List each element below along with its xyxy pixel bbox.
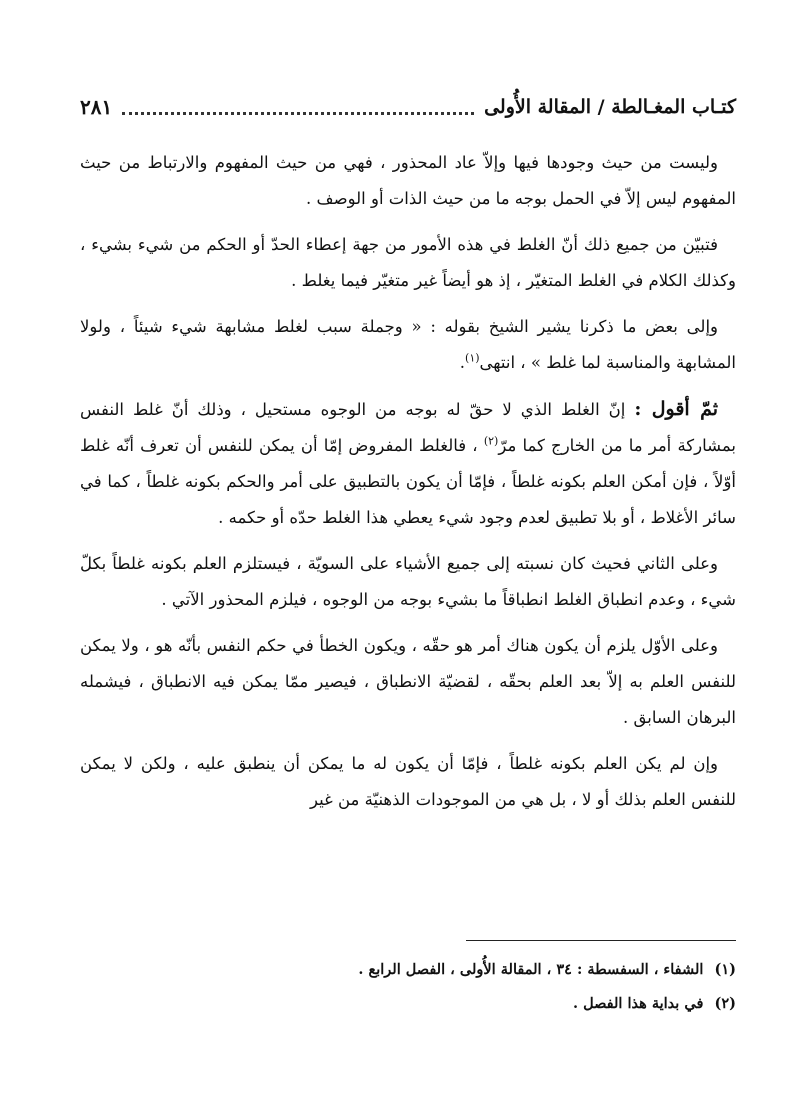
running-header: [80, 92, 736, 122]
paragraph-1: [80, 145, 736, 217]
page-number: ٢٨١: [80, 95, 113, 119]
paragraph-5: [80, 546, 736, 618]
footnote-1: [80, 958, 736, 982]
paragraph-lead: ثمّ أقول :: [634, 398, 718, 420]
paragraph-tail: .: [459, 353, 466, 372]
footnote-number: (٢): [714, 995, 736, 1012]
paragraph-text: وإلى بعض ما ذكرنا يشير الشيخ بقوله : « وجملة سبب لغلط مشابهة شيء شيئاً ، ولولا المشابهة والمناسبة لما غلط » ، انتهى: [80, 317, 736, 372]
footnote-ref: (٢): [483, 434, 499, 448]
footnote-ref: (١): [465, 351, 480, 365]
header-title: كتـاب المغـالطة / المقالة الأُولى: [484, 96, 736, 118]
paragraph-7: [80, 746, 736, 818]
footnote-text: الشفاء ، السفسطة : ٣٤ ، المقالة الأُولى ، الفصل الرابع .: [358, 961, 704, 978]
paragraph-6: [80, 628, 736, 736]
paragraph-text: وإن لم يكن العلم بكونه غلطاً ، فإمّا أن يكون له ما يمكن أن ينطبق عليه ، ولكن لا يمكن للنفس العلم بذلك أو لا ، بل هي من الموجودات الذهنيّة من غير: [80, 754, 736, 809]
footnotes: [80, 958, 736, 1026]
footnote-2: [80, 992, 736, 1016]
paragraph-text: وليست من حيث وجودها فيها وإلاّ عاد المحذور ، فهي من حيث المفهوم والارتباط من حيث المفهوم ليس إلاّ في الحمل بوجه ما من حيث الذات أو الوصف .: [80, 153, 736, 208]
paragraph-tail: ، فالغلط المفروض إمّا أن يمكن للنفس أن تعرف أنّه غلط أوّلاً ، فإن أمكن العلم بكونه غلطاً ، فإمّا أن يكون بالتطبيق على أمر والحكم بكونه غلطاً ، كما في سائر الأغلاط ، أو بلا تطبيق لعدم وجود شيء يعطي هذا الغلط حدّه أو حكمه .: [80, 436, 736, 527]
footnote-number: (١): [714, 961, 736, 978]
paragraph-text: إنّ الغلط الذي لا حقّ له بوجه من الوجوه مستحيل ، وذلك أنّ غلط النفس بمشاركة أمر ما من الخارج كما مرّ: [80, 400, 736, 455]
paragraph-3: [80, 309, 736, 381]
body-text: [80, 145, 736, 828]
paragraph-2: [80, 227, 736, 299]
footnote-divider: [466, 940, 736, 941]
paragraph-text: فتبيّن من جميع ذلك أنّ الغلط في هذه الأمور من جهة إعطاء الحدّ أو الحكم من شيء بشيء ، وكذلك الكلام في الغلط المتغيّر ، إذ هو أيضاً غير متغيّر فيما يغلط .: [80, 235, 736, 290]
paragraph-4: [80, 391, 736, 536]
paragraph-text: وعلى الثاني فحيث كان نسبته إلى جميع الأشياء على السويّة ، فيستلزم العلم بكونه غلطاً بكلّ شيء ، وعدم انطباق الغلط انطباقاً ما بشيء بوجه من الوجوه ، فيلزم المحذور الآتي .: [80, 554, 736, 609]
header-dot-leader: [122, 112, 474, 115]
footnote-text: في بداية هذا الفصل .: [573, 995, 704, 1012]
book-page: [80, 0, 736, 1114]
paragraph-text: وعلى الأوّل يلزم أن يكون هناك أمر هو حقّه ، ويكون الخطأ في حكم النفس بأنّه هو ، ولا يمكن للنفس العلم به إلاّ بعد العلم بحقّه ، لقضيّة الانطباق ، فيصير ممّا يمكن فيه الانطباق ، فيشمله البرهان السابق .: [80, 636, 736, 727]
